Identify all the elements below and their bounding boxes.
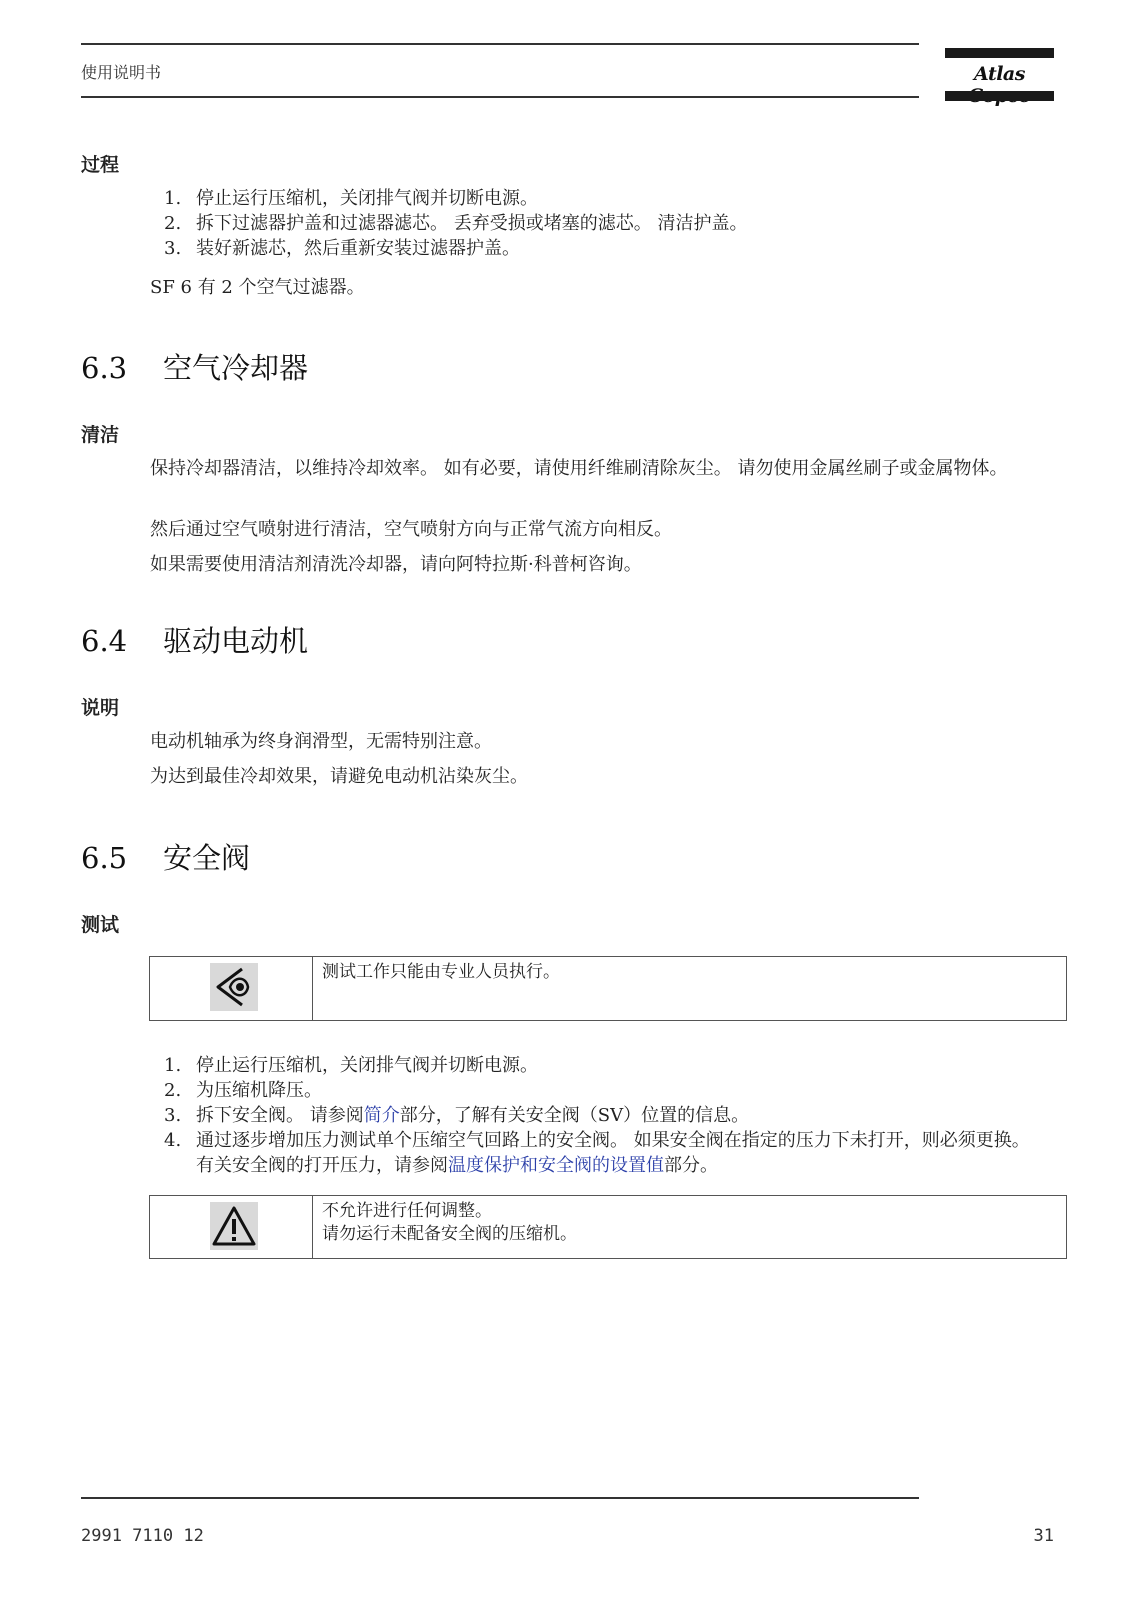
paragraph: 电动机轴承为终身润滑型，无需特别注意。	[150, 731, 492, 752]
paragraph: 然后通过空气喷射进行清洁，空气喷射方向与正常气流方向相反。	[150, 519, 672, 540]
step-text: 为压缩机降压。	[196, 1080, 322, 1101]
notice-box-qualified-personnel	[149, 956, 1067, 1021]
step-number: 2.	[164, 1080, 182, 1101]
paragraph: 如果需要使用清洁剂清洗冷却器，请向阿特拉斯·科普柯咨询。	[150, 554, 642, 575]
step-text: 通过逐步增加压力测试单个压缩空气回路上的安全阀。 如果安全阀在指定的压力下未打开，则必须更换。 有关安全阀的打开压力，请参阅	[196, 1130, 1030, 1176]
notice-text	[313, 1196, 586, 1258]
atlas-copco-logo	[945, 48, 1054, 101]
step-number: 3.	[164, 1105, 182, 1126]
list-item	[150, 1053, 1050, 1078]
air-filter-note: SF 6 有 2 个空气过滤器。	[150, 277, 365, 298]
list-item	[150, 236, 1050, 261]
step-number: 1.	[164, 188, 182, 209]
header-bottom-rule	[81, 96, 919, 98]
section-6-5-subheading: 测试	[81, 914, 120, 936]
step-text: 部分。	[664, 1155, 718, 1176]
list-item	[150, 1103, 1050, 1128]
notice-line: 测试工作只能由专业人员执行。	[322, 962, 560, 982]
notice-text	[313, 957, 569, 1020]
document-title: 使用说明书	[81, 63, 162, 82]
warning-icon	[210, 1202, 258, 1250]
step-text: 装好新滤芯，然后重新安装过滤器护盖。	[196, 238, 520, 259]
paragraph: 为达到最佳冷却效果，请避免电动机沾染灰尘。	[150, 766, 528, 787]
step-text: 停止运行压缩机，关闭排气阀并切断电源。	[196, 1055, 538, 1076]
section-title: 空气冷却器	[163, 351, 309, 385]
introduction-link[interactable]: 简介	[363, 1105, 400, 1126]
notice-line: 不允许进行任何调整。	[322, 1201, 492, 1221]
section-number: 6.4	[81, 624, 128, 658]
section-6-3-heading	[81, 346, 308, 387]
notice-line: 请勿运行未配备安全阀的压缩机。	[322, 1224, 577, 1244]
list-item	[150, 1078, 1050, 1103]
procedure-steps	[150, 186, 1050, 261]
section-number: 6.3	[81, 351, 128, 385]
step-number: 4.	[164, 1130, 182, 1151]
page-number: 31	[1033, 1526, 1054, 1546]
logo-wordmark: Atlas	[974, 63, 1025, 85]
list-item	[150, 186, 1050, 211]
document-number: 2991 7110 12	[81, 1526, 204, 1546]
section-6-5-heading	[81, 836, 250, 877]
step-text: 部分，了解有关安全阀（SV）位置的信息。	[399, 1105, 750, 1126]
settings-link[interactable]: 温度保护和安全阀的设置值	[448, 1155, 664, 1176]
section-title: 安全阀	[163, 841, 251, 875]
notice-icon-cell	[150, 957, 313, 1020]
section-title: 驱动电动机	[163, 624, 309, 658]
section-6-4-heading	[81, 619, 308, 660]
step-text: 停止运行压缩机，关闭排气阀并切断电源。	[196, 188, 538, 209]
logo-bottom-bar	[945, 91, 1054, 101]
header-top-rule	[81, 43, 919, 45]
logo-top-bar	[945, 48, 1054, 58]
paragraph: 保持冷却器清洁，以维持冷却效率。 如有必要，请使用纤维刷清除灰尘。 请勿使用金属丝刷子或金属物体。	[150, 458, 1008, 479]
list-item	[150, 211, 1050, 236]
notice-icon-cell	[150, 1196, 313, 1258]
safety-valve-test-steps	[150, 1053, 1050, 1178]
section-6-3-subheading: 清洁	[81, 424, 120, 446]
step-number: 2.	[164, 213, 182, 234]
footer-rule	[81, 1497, 919, 1499]
step-text: 拆下过滤器护盖和过滤器滤芯。 丢弃受损或堵塞的滤芯。 清洁护盖。	[196, 213, 748, 234]
procedure-heading: 过程	[81, 154, 120, 176]
eye-icon	[210, 963, 258, 1011]
notice-box-no-adjustment	[149, 1195, 1067, 1259]
list-item	[150, 1128, 1050, 1178]
step-number: 1.	[164, 1055, 182, 1076]
step-text: 拆下安全阀。 请参阅	[196, 1105, 364, 1126]
section-6-4-subheading: 说明	[81, 697, 120, 719]
step-number: 3.	[164, 238, 182, 259]
section-number: 6.5	[81, 841, 128, 875]
